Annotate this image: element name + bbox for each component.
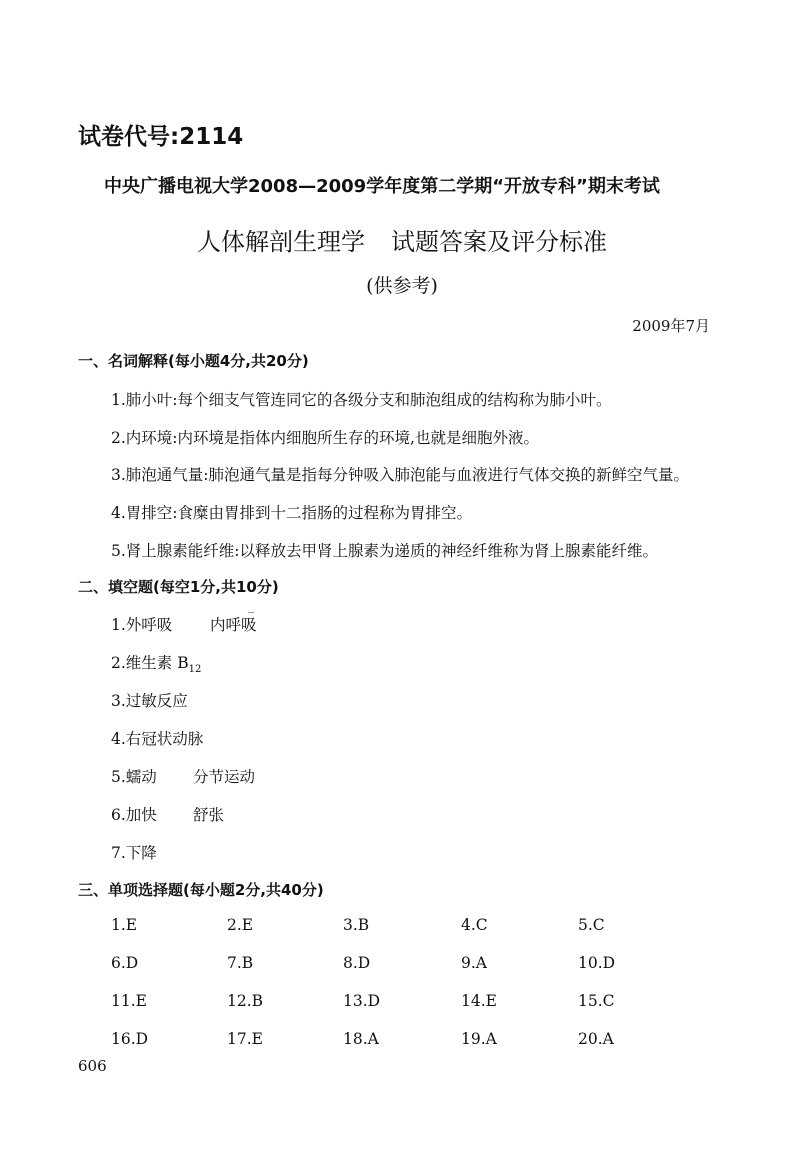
fill-answer-a: 外呼吸 [125,616,173,634]
mc-answer-18: 18.A [343,1030,379,1048]
fill-item-2 [111,651,201,675]
fill-item-3 [111,689,188,711]
fill-num: 5. [111,768,126,786]
mc-answer-14: 14.E [461,992,497,1010]
exam-title: 中央广播电视大学2008—2009学年度第二学期“开放专科”期末考试 [104,176,660,197]
mc-answer-11: 11.E [111,992,147,1010]
definition-item-3: 3.肺泡通气量:肺泡通气量是指每分钟吸入肺泡能与血液进行气体交换的新鲜空气量。 [111,466,690,484]
fill-item-6 [111,803,157,825]
mc-answer-10: 10.D [578,954,616,972]
reference-note: (供参考) [366,275,438,297]
fill-answer-a: 加快 [125,806,157,824]
definition-item-1: 1.肺小叶:每个细支气管连同它的各级分支和肺泡组成的结构称为肺小叶。 [111,391,612,409]
fill-answer-a: 右冠状动脉 [125,730,204,748]
mc-answer-9: 9.A [461,954,487,972]
fill-num: 1. [111,616,126,634]
mc-answer-3: 3.B [343,916,370,934]
mc-answer-5: 5.C [578,916,605,934]
exam-code: 试卷代号:2114 [78,124,244,150]
fill-item-4 [111,727,203,749]
mc-answer-2: 2.E [227,916,254,934]
subject-name: 人体解剖生理学 [197,228,365,256]
fill-item-7 [111,841,157,863]
fill-answer-a: 维生素 B [125,654,189,672]
fill-num: 7. [111,844,126,862]
definition-item-2: 2.内环境:内环境是指体内细胞所生存的环境,也就是细胞外液。 [111,429,539,447]
fill-answer-a: 蠕动 [125,768,157,786]
fill-item-5-b: 分节运动 [193,768,256,786]
stray-mark [248,612,254,613]
subscript: 12 [188,664,202,676]
fill-answer-a: 过敏反应 [125,692,188,710]
fill-item-6-b: 舒张 [193,806,225,824]
mc-answer-16: 16.D [111,1030,149,1048]
exam-date: 2009年7月 [632,317,710,335]
subject-title [0,222,804,257]
mc-answer-20: 20.A [578,1030,614,1048]
fill-num: 6. [111,806,126,824]
mc-answer-12: 12.B [227,992,264,1010]
section-3-heading: 三、单项选择题(每小题2分,共40分) [78,881,324,899]
mc-answer-1: 1.E [111,916,138,934]
mc-answer-8: 8.D [343,954,371,972]
mc-answer-13: 13.D [343,992,381,1010]
fill-num: 2. [111,654,126,672]
section-2-heading: 二、填空题(每空1分,共10分) [78,578,279,596]
fill-num: 3. [111,692,126,710]
fill-item-1 [111,613,172,635]
mc-answer-15: 15.C [578,992,615,1010]
answer-title: 试题答案及评分标准 [391,228,607,256]
mc-answer-7: 7.B [227,954,254,972]
fill-item-1-b: 内呼吸 [210,616,257,634]
definition-item-5: 5.肾上腺素能纤维:以释放去甲肾上腺素为递质的神经纤维称为肾上腺素能纤维。 [111,542,659,560]
fill-item-5 [111,765,157,787]
mc-answer-6: 6.D [111,954,139,972]
fill-answer-a: 下降 [125,844,157,862]
section-1-heading: 一、名词解释(每小题4分,共20分) [78,352,309,370]
mc-answer-17: 17.E [227,1030,263,1048]
definition-item-4: 4.胃排空:食糜由胃排到十二指肠的过程称为胃排空。 [111,504,473,522]
mc-answer-19: 19.A [461,1030,497,1048]
mc-answer-4: 4.C [461,916,488,934]
fill-num: 4. [111,730,126,748]
page-number: 606 [78,1057,107,1075]
